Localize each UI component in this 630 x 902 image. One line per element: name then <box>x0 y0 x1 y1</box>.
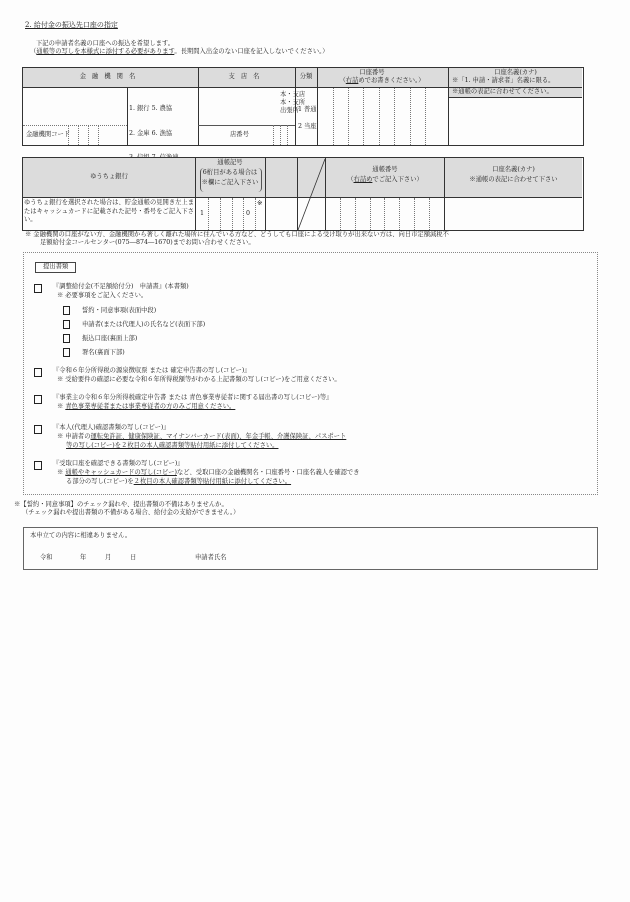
year-label: 年 <box>80 554 87 561</box>
category-checking[interactable]: 2 当座 <box>298 123 317 130</box>
no-account-note-2: 足額給付金コールセンター(075―874―1670)までお問い合わせください。 <box>40 239 255 246</box>
checkbox-application-form[interactable] <box>34 284 42 293</box>
day-input[interactable] <box>117 548 129 564</box>
symbol-header: 通帳記号 <box>217 159 243 166</box>
checkbox-tax-certificate[interactable] <box>34 368 42 377</box>
month-label: 月 <box>105 554 112 561</box>
checkbox-pledge-consent[interactable] <box>63 306 70 315</box>
note-rest: でご記入下さい） <box>372 176 423 183</box>
doc-title-account-proof: 『受取口座を確認できる書類の写し(コピー)』 <box>53 460 184 467</box>
account-holder-note-2: ※通帳の表記に合わせてください。 <box>452 88 553 95</box>
holder-header: 口座名義(カナ) <box>492 166 535 173</box>
account-number-input[interactable] <box>318 88 448 145</box>
note-prefix: ※ 申請者の <box>57 433 91 440</box>
note-underlined: ２枚目の本人確認書類等貼付用紙に添付してください。 <box>133 478 292 485</box>
intro-note-rest: 。長期間入出金のない口座を記入しないでください。） <box>174 48 329 55</box>
intro-text: 下記の申請者名義の口座への振込を希望します。 <box>36 40 175 47</box>
check-note-1: ※【誓約・同意事項】のチェック漏れや、提出書類の不備はありませんか。 <box>14 501 228 508</box>
month-input[interactable] <box>92 548 104 564</box>
yucho-holder-input[interactable] <box>445 198 582 230</box>
doc-note-business-return <box>57 403 235 412</box>
section-title: 2. 給付金の振込先口座の指定 <box>25 21 118 29</box>
doc-note-id-2 <box>66 442 278 451</box>
checkbox-business-return[interactable] <box>34 395 42 404</box>
type-option[interactable]: 2. 金庫 6. 漁協 <box>129 129 173 137</box>
doc-title-business-return: 『事業主の令和６年分所得税確定申告書 または 青色事業専従者に関する届出書の写し(コピー)等』 <box>53 394 333 401</box>
doc-title-application: 『調整給付金(不足額給付分) 申請書』(本書類) <box>53 283 189 290</box>
note-underlined: 通帳やキャッシュカードの写し(コピー) <box>65 469 177 476</box>
right-align-text: 右詰め <box>353 176 373 183</box>
checkbox-transfer-account[interactable] <box>63 334 70 343</box>
note-prefix: ※ <box>57 469 66 476</box>
applicant-name-label: 申請者氏名 <box>195 554 227 561</box>
checkbox-id-documents[interactable] <box>34 425 42 434</box>
symbol-digit-1: 1 <box>200 210 205 217</box>
symbol-asterisk: ※ <box>257 200 263 207</box>
type-option[interactable]: 1. 銀行 5. 農協 <box>129 105 173 113</box>
doc-note-account-proof-1 <box>57 469 360 478</box>
doc-title-id: 『本人(代理人)確認書類の写し(コピー)』 <box>53 424 170 431</box>
holder-header-note: ※通帳の表記に合わせて下さい <box>469 176 558 183</box>
attach-requirement: 通帳等の写しを本様式に添付する必要があります <box>36 48 175 55</box>
account-holder-note-1: ※「1. 申請・請求者」名義に限る。 <box>452 77 555 84</box>
doc-note-application: ※ 必要事項をご記入ください。 <box>57 292 148 299</box>
paren: （ <box>30 48 37 55</box>
symbol-input[interactable] <box>208 198 265 230</box>
category-ordinary[interactable]: 1 普通 <box>298 106 317 113</box>
checkbox-applicant-name[interactable] <box>63 320 70 329</box>
doc-note-account-proof-2 <box>66 478 291 487</box>
note-prefix: ※ <box>57 403 66 410</box>
intro-note <box>30 48 329 57</box>
passbook-number-input[interactable] <box>326 198 444 230</box>
number-header: 通帳番号 <box>372 166 398 173</box>
subitem-signature: 署名(裏面下部) <box>82 349 125 356</box>
era-label: 令和 <box>40 554 53 561</box>
branch-type-option[interactable]: 本・支所 <box>280 99 306 107</box>
checkbox-signature[interactable] <box>63 348 70 357</box>
note-underlined: 運転免許証、健康保険証、マイナンバーカード(表面)、年金手帳、介護保険証、パスポート <box>90 433 347 440</box>
note-rest: など、受取口座の金融機関名・口座番号・口座名義人を確認でき <box>176 469 360 476</box>
paren: （ <box>347 176 354 183</box>
note-prefix: る部分の写し(コピー)を <box>66 478 134 485</box>
yucho-bank-table <box>22 157 584 231</box>
branch-number-label: 店番号 <box>230 131 249 138</box>
doc-title-tax-certificate: 『令和６年分所得税の源泉徴収票 または 確定申告書の写し(コピー)』 <box>53 367 251 374</box>
subitem-transfer-account: 振込口座(裏面上部) <box>82 335 138 342</box>
right-align-text: 右詰 <box>345 77 359 84</box>
note-underlined: 等の写し(コピー)を２枚目の本人確認書類等貼付用紙に添付してください。 <box>66 442 279 449</box>
header-account-number: 口座番号 <box>359 69 385 76</box>
note-underlined: 青色事業専従者または事業専従者の方のみご用意ください。 <box>65 403 236 410</box>
branch-type-option[interactable]: 本・支店 <box>280 91 306 98</box>
check-note-2: （チェック漏れや提出書類の不備がある場合、給付金の支給ができません。） <box>22 509 240 516</box>
header-institution-name: 金融機関名 <box>79 73 142 80</box>
applicant-name-input[interactable] <box>240 548 590 566</box>
header-category: 分類 <box>299 73 313 80</box>
number-header-note <box>326 176 444 185</box>
institution-name-input[interactable] <box>23 88 127 125</box>
yucho-bank-label: ゆうちょ銀行 <box>90 173 128 180</box>
doc-note-id-1 <box>57 433 346 442</box>
institution-code-input[interactable] <box>68 125 108 145</box>
header-account-holder: 口座名義(カナ) <box>494 69 537 76</box>
documents-label: 提出書類 <box>35 262 76 273</box>
diagonal-strike <box>297 158 326 230</box>
yucho-instruction: ゆうちょ銀行を選択された場合は、貯金通帳の見開き左上またはキャッシュカードに記載された記号・番号をご記入下さい。 <box>24 199 195 223</box>
symbol-header-note-2: ※欄にご記入下さい <box>201 179 259 186</box>
declaration-statement: 本申立ての内容に相違ありません。 <box>30 532 132 539</box>
doc-note-tax-certificate: ※ 受給要件の確認に必要な令和６年所得税額等がわかる上記書類の写し(コピー)をご用意ください。 <box>57 376 341 383</box>
no-account-note-1: ※ 金融機関の口座がない方、金融機関から著しく離れた場所に住んでいる方など、どうしても口座による受け取りが出来ない方は、向日市定額減税不 <box>25 231 449 238</box>
subitem-pledge: 誓約・同意事項(表面中段) <box>82 307 157 314</box>
paren: （ <box>339 77 346 84</box>
subitem-applicant-name: 申請者(または代理人)の氏名など(表面下部) <box>82 321 206 328</box>
year-input[interactable] <box>66 548 78 564</box>
branch-type-option[interactable]: 出張所 <box>280 107 299 115</box>
symbol-digit-5: 0 <box>246 210 251 217</box>
day-label: 日 <box>130 554 137 561</box>
account-holder-input[interactable] <box>449 99 582 145</box>
checkbox-account-proof[interactable] <box>34 461 42 470</box>
symbol-header-note-1: 6桁目がある場合は <box>202 169 258 176</box>
header-branch-name: 支店名 <box>228 73 266 80</box>
branch-number-input[interactable] <box>273 125 295 145</box>
bank-account-table <box>22 67 584 146</box>
note-rest: めでお書きください。） <box>358 77 425 84</box>
institution-code-label: 金融機関コード <box>26 131 71 138</box>
header-account-number-note <box>318 77 446 86</box>
